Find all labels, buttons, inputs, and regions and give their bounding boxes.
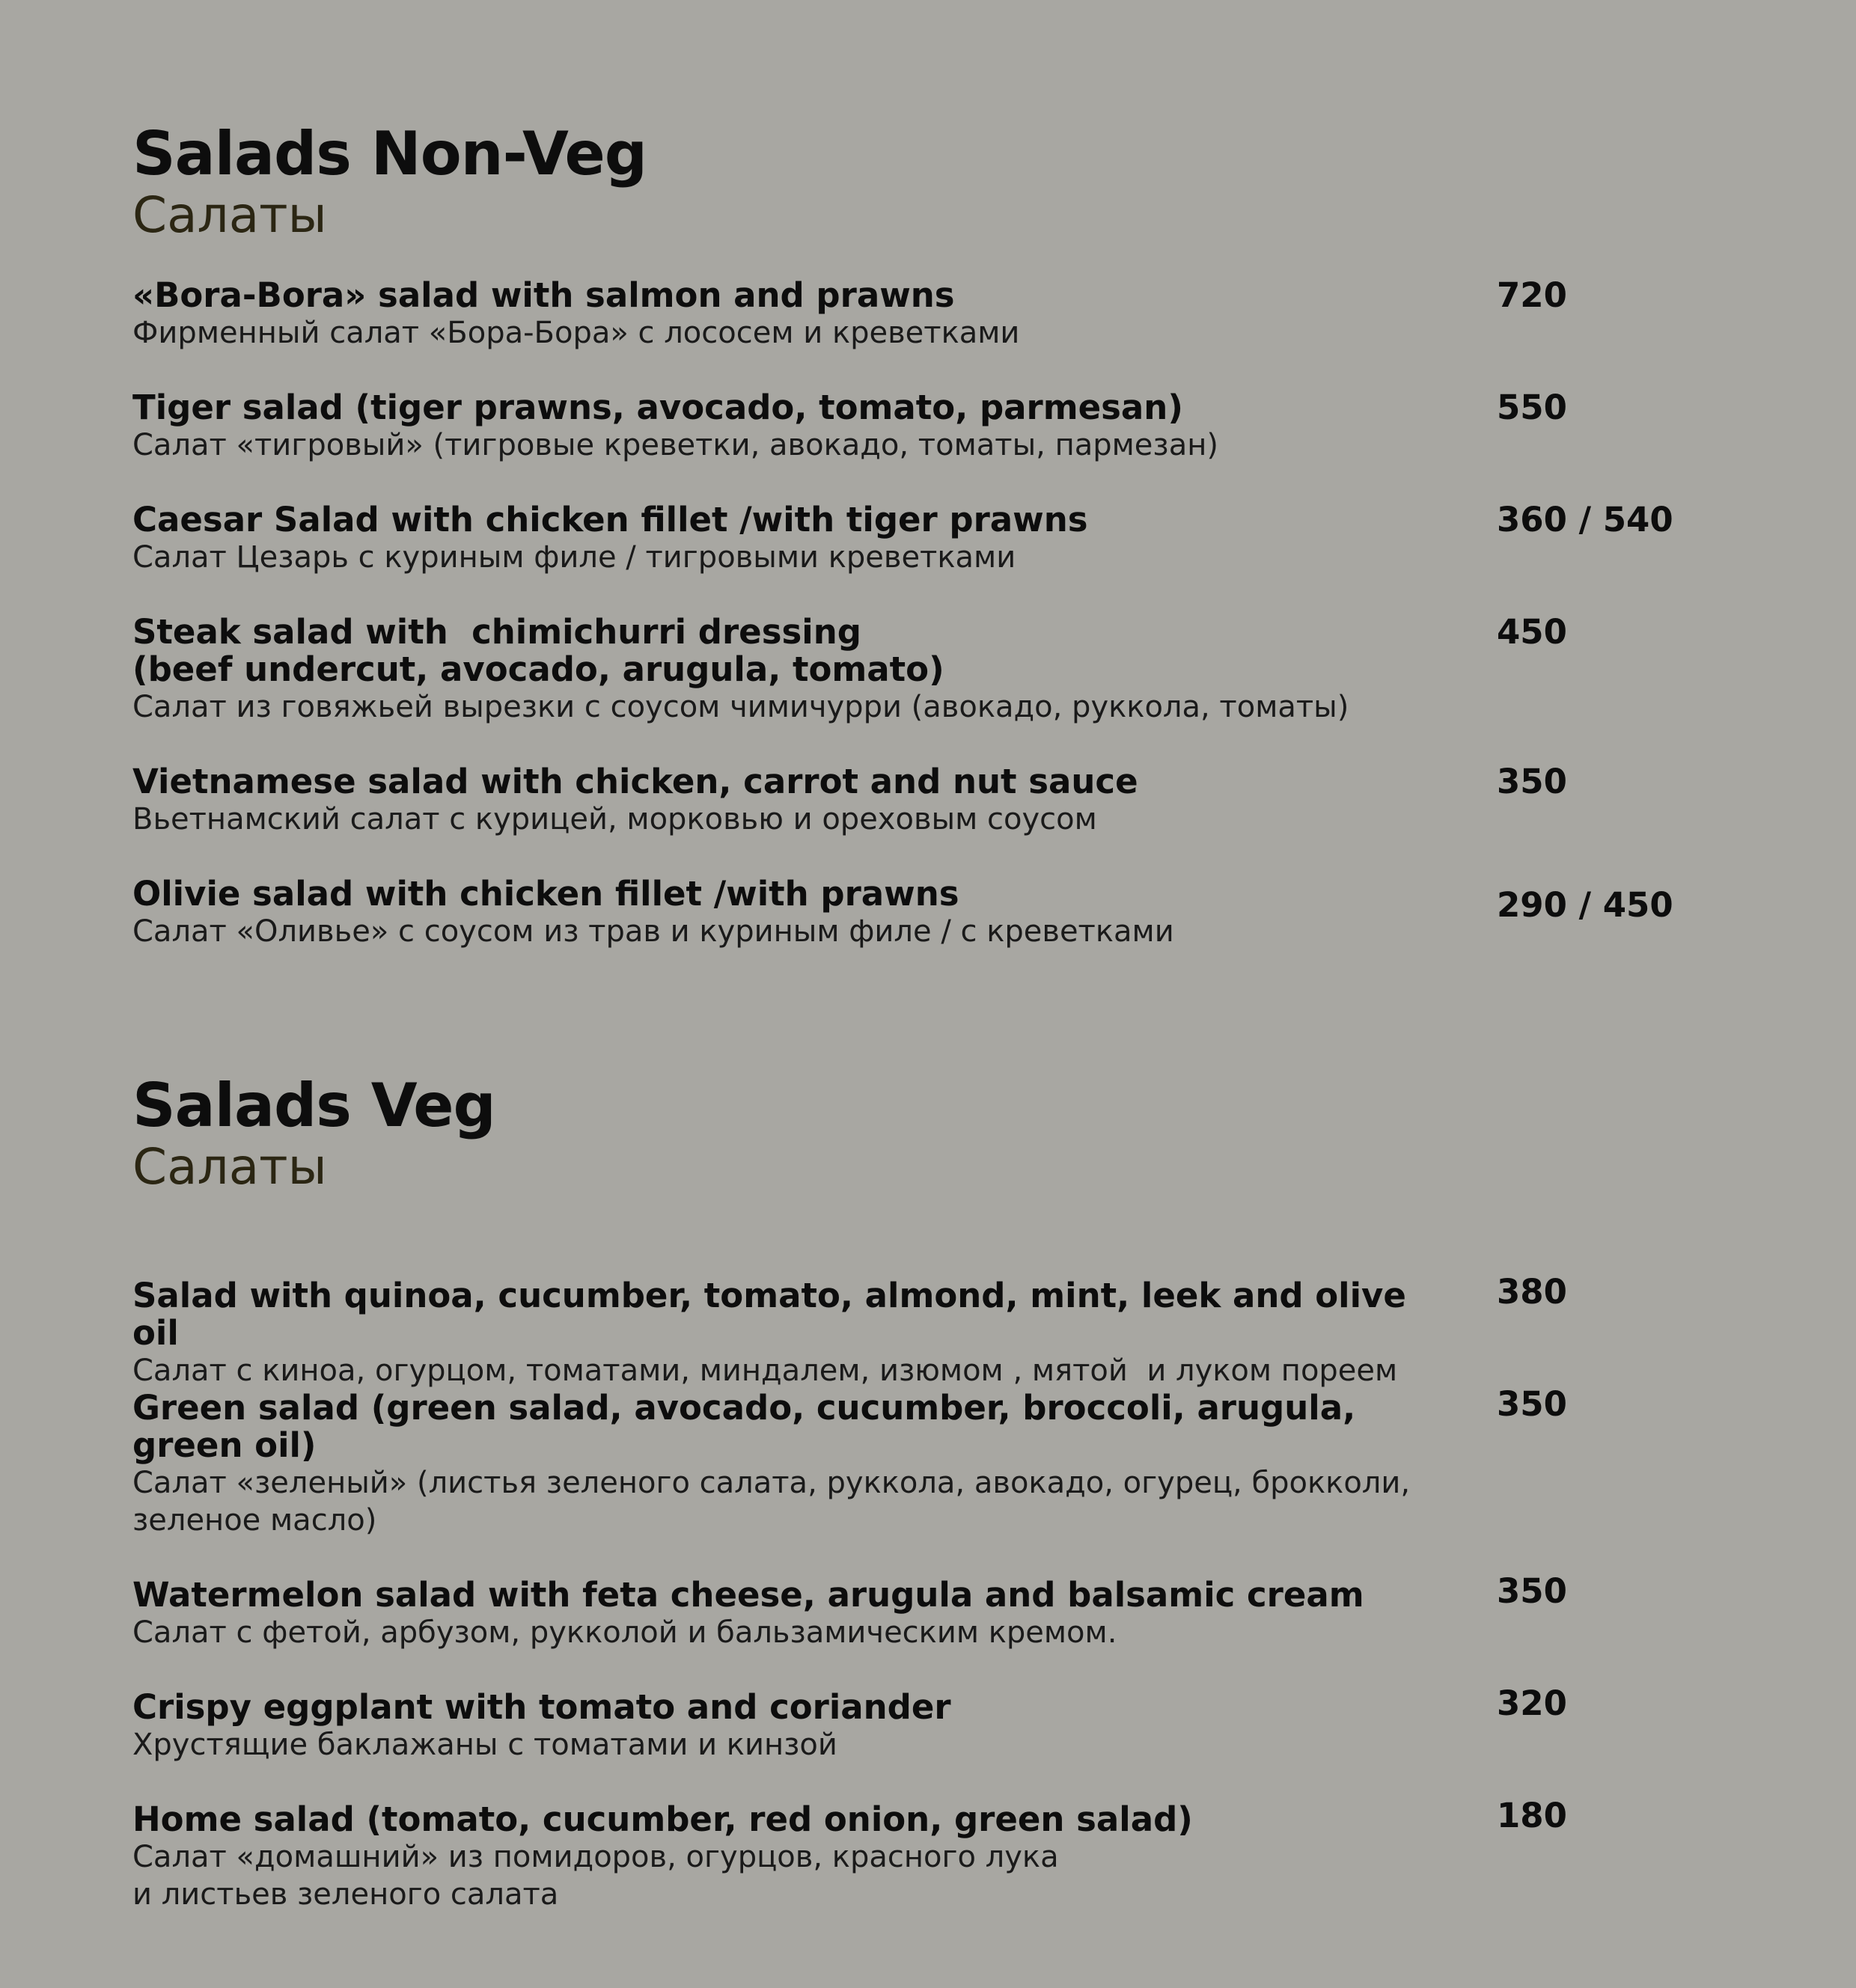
item-name-ru: Хрустящие баклажаны с томатами и кинзой [132, 1728, 837, 1762]
item-price: 350 [1497, 762, 1567, 801]
item-name-en: Crispy eggplant with tomato and coriander [132, 1687, 951, 1727]
item-name-en: Steak salad with chimichurri dressing (beef undercut, avocado, arugula, tomato) [132, 612, 944, 689]
item-price: 360 / 540 [1497, 500, 1673, 539]
item-name-ru: Салат с киноа, огурцом, томатами, миндалем, изюмом , мятой и луком пореем [132, 1354, 1398, 1388]
item-price: 320 [1497, 1683, 1567, 1723]
menu-item [132, 389, 1741, 464]
item-price: 550 [1497, 388, 1567, 427]
item-name-en: Watermelon salad with feta cheese, arugula and balsamic cream [132, 1575, 1364, 1615]
section-subtitle: Салаты [132, 1138, 327, 1196]
item-name-ru: Салат «домашний» из помидоров, огурцов, красного лука и листьев зеленого салата [132, 1840, 1059, 1912]
item-price: 720 [1497, 275, 1567, 315]
item-price: 380 [1497, 1272, 1567, 1312]
item-price: 290 / 450 [1497, 885, 1673, 925]
section-title: Salads Non-Veg [132, 119, 647, 189]
item-name-en: Green salad (green salad, avocado, cucumber, broccoli, arugula, green oil) [132, 1388, 1356, 1465]
item-name-ru: Фирменный салат «Бора-Бора» с лососем и креветками [132, 316, 1020, 350]
item-name-en: Vietnamese salad with chicken, carrot and nut sauce [132, 762, 1138, 801]
item-name-en: Caesar Salad with chicken fillet /with tiger prawns [132, 500, 1088, 539]
section-subtitle: Салаты [132, 186, 327, 244]
item-name-en: Tiger salad (tiger prawns, avocado, tomato, parmesan) [132, 388, 1183, 427]
menu-item [132, 277, 1741, 352]
item-name-ru: Салат «зеленый» (листья зеленого салата, руккола, авокадо, огурец, брокколи, зеленое масло) [132, 1466, 1411, 1538]
item-name-ru: Салат «тигровый» (тигровые креветки, авокадо, томаты, пармезан) [132, 428, 1218, 462]
item-name-ru: Салат с фетой, арбузом, рукколой и бальзамическим кремом. [132, 1615, 1117, 1650]
menu-item [132, 1796, 1741, 1913]
section-salads-non-veg [132, 119, 1741, 949]
item-name-ru: Салат Цезарь с куриным филе / тигровыми креветками [132, 540, 1016, 575]
item-name-en: Olivie salad with chicken fillet /with prawns [132, 874, 959, 914]
menu-item [132, 875, 1741, 950]
menu-item [132, 763, 1741, 838]
item-name-en: Salad with quinoa, cucumber, tomato, almond, mint, leek and olive oil [132, 1276, 1418, 1353]
section-salads-veg [132, 1071, 1741, 1912]
item-name-ru: Вьетнамский салат с курицей, морковью и ореховым соусом [132, 802, 1097, 837]
menu-item [132, 1571, 1741, 1651]
item-price: 180 [1497, 1796, 1567, 1835]
menu-item [132, 614, 1741, 726]
menu-item [132, 1272, 1741, 1389]
item-name-en: Home salad (tomato, cucumber, red onion, green salad) [132, 1799, 1193, 1839]
section-title: Salads Veg [132, 1071, 495, 1140]
item-name-en: «Bora-Bora» salad with salmon and prawns [132, 275, 955, 315]
item-price: 450 [1497, 612, 1567, 652]
item-name-ru: Салат «Оливье» с соусом из трав и куриным филе / с креветками [132, 914, 1174, 949]
item-price: 350 [1497, 1384, 1567, 1424]
menu-item [132, 501, 1741, 576]
item-price: 350 [1497, 1571, 1567, 1611]
item-name-ru: Салат из говяжьей вырезки с соусом чимичурри (авокадо, руккола, томаты) [132, 690, 1349, 724]
menu-item [132, 1683, 1741, 1764]
menu-item [132, 1384, 1741, 1539]
